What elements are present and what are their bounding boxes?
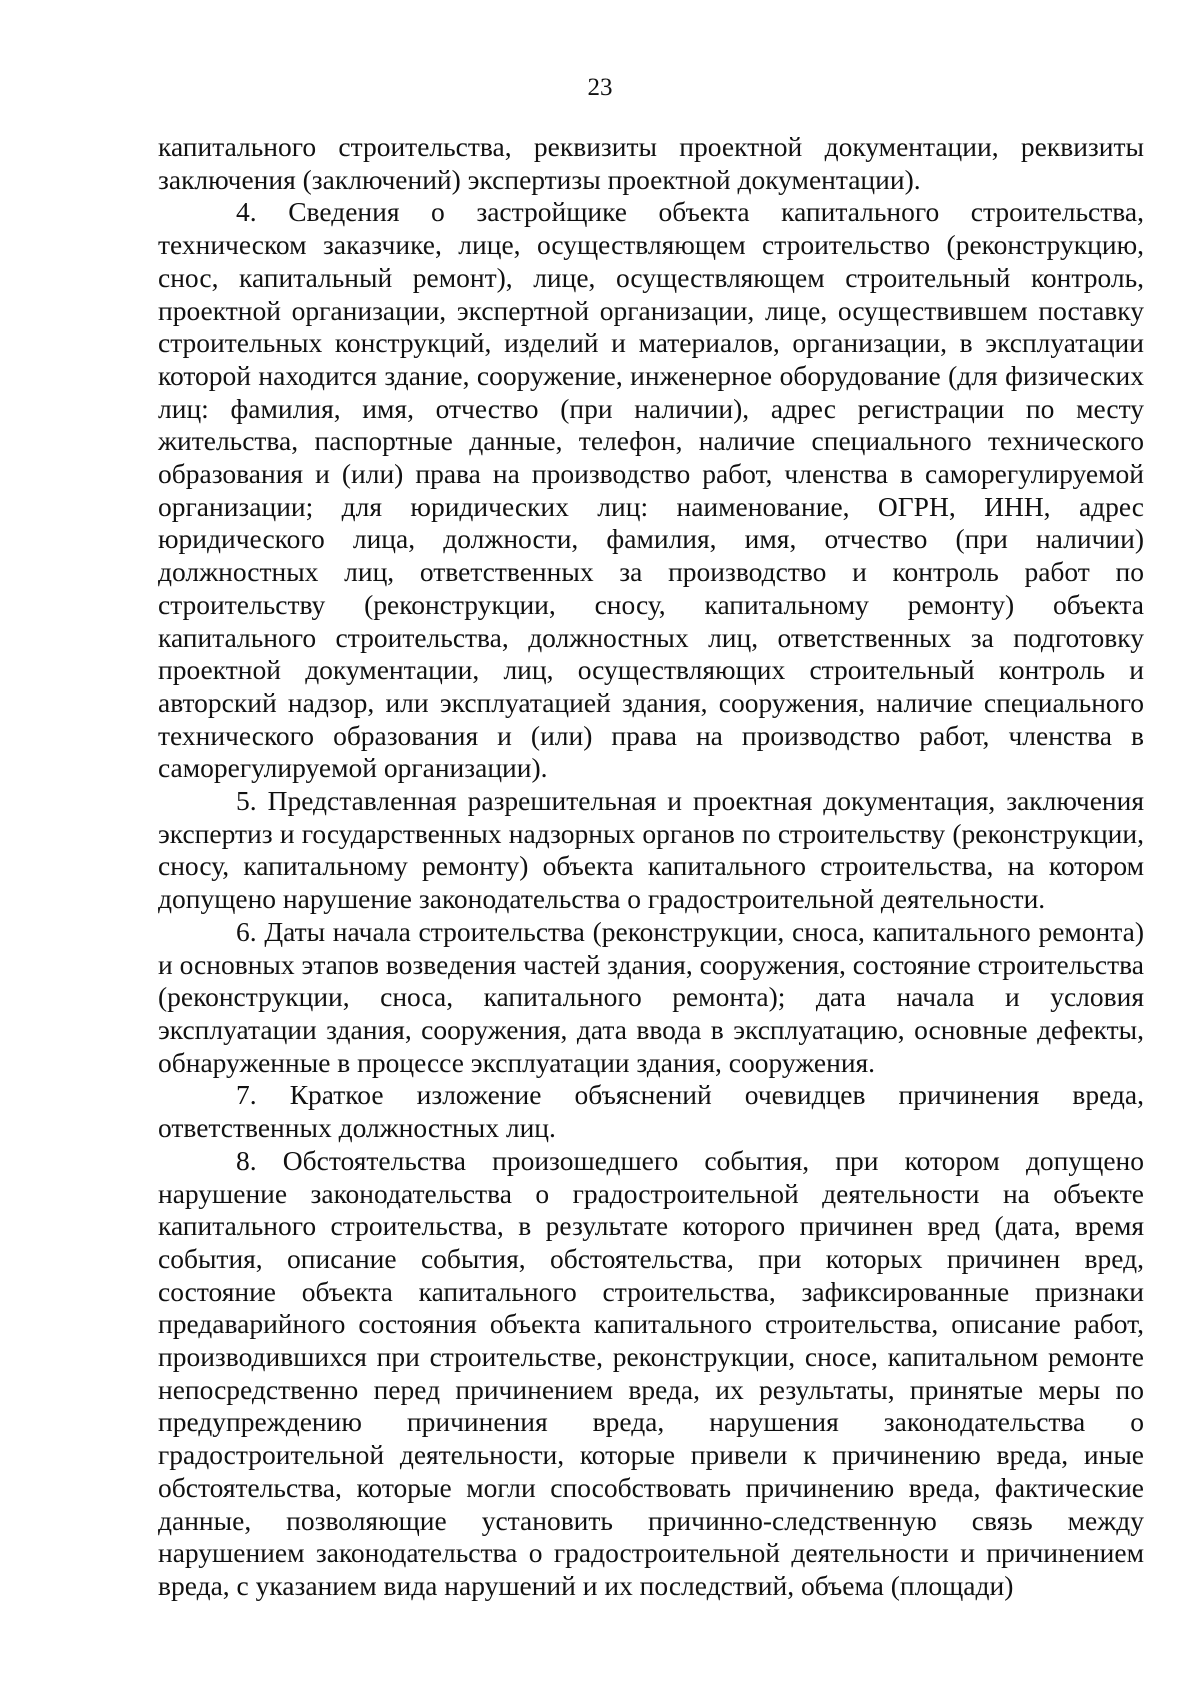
paragraph-item-4: 4. Сведения о застройщике объекта капитального строительства, техническом заказчике, лице, осуществляющем строительство (реконструкцию, снос, капитальный ремонт), лице, осуществляющем строительный контроль, проектной организации, экспертной организации, лице, осуществившем поставку строительных конструкций, изделий и материалов, организации, в эксплуатации которой находится здание, сооружение, инженерное оборудование (для физических лиц: фамилия, имя, отчество (при наличии), адрес регистрации по месту жительства, паспортные данные, телефон, наличие специального технического образования и (или) права на производство работ, членства в саморегулируемой организации; для юридических лиц: наименование, ОГРН, ИНН, адрес юридического лица, должности, фамилия, имя, отчество (при наличии) должностных лиц, ответственных за производство и контроль работ по строительству (реконструкции, сносу, капитальному ремонту) объекта капитального строительства, должностных лиц, ответственных за подготовку проектной документации, лиц, осуществляющих строительный контроль и авторский надзор, или эксплуатацией здания, сооружения, наличие специального технического образования и (или) права на производство работ, членства в саморегулируемой организации). (158, 196, 1144, 784)
page-number: 23 (587, 74, 613, 101)
paragraph-item-6: 6. Даты начала строительства (реконструкции, сноса, капитального ремонта) и основных этапов возведения частей здания, сооружения, состояние строительства (реконструкции, сноса, капитального ремонта); дата начала и условия эксплуатации здания, сооружения, дата ввода в эксплуатацию, основные дефекты, обнаруженные в процессе эксплуатации здания, сооружения. (158, 915, 1144, 1078)
paragraph-item-5: 5. Представленная разрешительная и проектная документация, заключения экспертиз и государственных надзорных органов по строительству (реконструкции, сносу, капитальному ремонту) объекта капитального строительства, на котором допущено нарушение законодательства о градостроительной деятельности. (158, 785, 1144, 915)
paragraph-continuation: капитального строительства, реквизиты проектной документации, реквизиты заключения (заключений) экспертизы проектной документации). (158, 131, 1144, 195)
document-body (158, 131, 1144, 1603)
paragraph-item-7: 7. Краткое изложение объяснений очевидцев причинения вреда, ответственных должностных лиц. (158, 1079, 1144, 1144)
paragraph-item-8: 8. Обстоятельства произошедшего события, при котором допущено нарушение законодательства о градостроительной деятельности на объекте капитального строительства, в результате которого причинен вред (дата, время события, описание события, обстоятельства, при которых причинен вред, состояние объекта капитального строительства, зафиксированные признаки предаварийного состояния объекта капитального строительства, описание работ, производившихся при строительстве, реконструкции, сносе, капитальном ремонте непосредственно перед причинением вреда, их результаты, принятые меры по предупреждению причинения вреда, нарушения законодательства о градостроительной деятельности, которые привели к причинению вреда, иные обстоятельства, которые могли способствовать причинению вреда, фактические данные, позволяющие установить причинно-следственную связь между нарушением законодательства о градостроительной деятельности и причинением вреда, с указанием вида нарушений и их последствий, объема (площади) (158, 1144, 1144, 1601)
